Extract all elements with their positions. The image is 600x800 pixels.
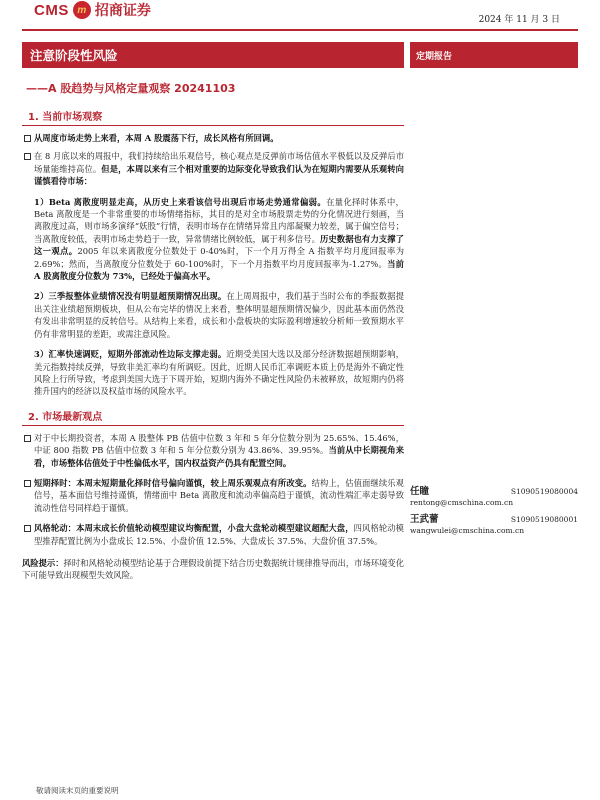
risk-warning: 风险提示：择时和风格轮动模型结论基于合理假设前提下结合历史数据统计规律推导而出，市场环境变化下可能导致出现模型失效风险。: [22, 557, 404, 581]
main-column: [22, 42, 404, 582]
analyst-name: 王武蕾: [410, 514, 439, 525]
analyst-entry: [410, 514, 578, 536]
point-beta-dispersion: 1）Beta 离散度明显走高，从历史上来看该信号出现后市场走势通常偏弱。在量化择时体系中，Beta 离散度是一个非常重要的市场情绪指标，其目的是对全市场股票走势的分化情况进行刻画，当离散度过高，则市场多演绎“妖股”行情，表明市场存在情绪异常且内部凝聚力较差，属于偏空信号；当离散度较低，表明市场走势趋于一致，异常情绪比例较低，属于利多信号。历史数据也有力支撑了这一观点。2005 年以来离散度分位数处于 0-40%时，下一个月万得全 A 指数平均月度回报率为 2.69%；然而，当离散度分位数处于 60-100%时，下一个月指数平均月度回报率为-1.27%。当前 A 股离散度分位数为 73%，已经处于偏高水平。: [34, 196, 404, 282]
report-type-banner: [410, 42, 578, 68]
analyst-license: S1090519080001: [510, 515, 578, 524]
analyst-email[interactable]: wangwulei@cmschina.com.cn: [410, 526, 525, 535]
bullet-short-term-timing: 短期择时：本周末短期量化择时信号偏向谨慎，较上周乐观观点有所改变。结构上，估值面继续乐观信号，基本面信号维持谨慎，情绪面中 Beta 离散度和流动率偏高趋于谨慎，流动性端汇率走弱导致流动性信号同样趋于谨慎。: [22, 477, 404, 514]
header-divider: [22, 29, 578, 31]
analyst-email[interactable]: rentong@cmschina.com.cn: [410, 498, 514, 507]
analyst-info: [410, 486, 578, 536]
point-earnings-season: 2）三季报整体业绩情况没有明显超预期情况出现。在上周周报中，我们基于当时公布的季报数据提出关注业绩超预期板块，但从公布完毕的情况上来看，整体明显超预期情况偏少，因此基本面仍然没有发出非常明显的反转信号。从结构上来看，成长和小盘板块的实际盈利增速较分析师一致预期水平仍有非常明显的差距，或需注意风险。: [34, 291, 404, 339]
analyst-license: S1090519080004: [510, 487, 578, 496]
report-subtitle: ——A 股趋势与风格定量观察 20241103: [26, 82, 236, 95]
bullet-style-rotation: 风格轮动：本周末成长价值轮动模型建议均衡配置，小盘大盘轮动模型建议超配大盘，四风格轮动模型推荐配置比例为小盘成长 12.5%、小盘价值 12.5%、大盘成长 37.5%、大盘价值 37.5%。: [22, 522, 404, 547]
section-heading-1: 1. 当前市场观察: [28, 112, 103, 123]
logo-emblem-icon: m: [73, 1, 91, 19]
section-divider-1: [22, 125, 404, 126]
logo-company-name: 招商证券: [94, 3, 151, 19]
report-date: 2024 年 11 月 3 日: [478, 15, 560, 25]
point-exchange-rate: 3）汇率快速调贬，短期外部流动性边际支撑走弱。近期受美国大选以及部分经济数据超预期影响，美元指数持续反弹，导致非美汇率均有所调贬。因此，近期人民币汇率调贬本质上仍是海外不确定性风险上行所导致，考虑到美国大选于下周开始，短期内海外不确定性风险仍未被释放，故短期内仍将推升国内的经济以及权益市场的风险水平。: [34, 349, 404, 397]
title-banner: [22, 42, 404, 68]
footer-disclaimer: 敬请阅读末页的重要说明: [36, 786, 119, 795]
section-divider-2: [22, 425, 404, 426]
company-logo: [34, 0, 151, 20]
bullet-outlook-change: 在 8 月底以来的周报中，我们持续给出乐观信号，核心观点是反弹前市场估值水平极低以及反弹后市场量能维持高位。但是，本周以来有三个相对重要的边际变化导致我们认为在短期内需要从乐观转向谨慎看待市场：: [22, 150, 404, 187]
logo-cms-text: CMS: [34, 1, 69, 19]
bullet-valuation: 对于中长期投资者，本周 A 股整体 PB 估值中位数 3 年和 5 年分位数分别为 25.65%、15.46%，中证 800 指数 PB 估值中位数 3 年和 5 年分位数分别为 43.86%、39.95%。当前从中长期视角来看，市场整体估值处于中性偏低水平，国内权益资产仍具有配置空间。: [22, 432, 404, 469]
report-type-label: 定期报告: [416, 51, 453, 62]
bullet-weekly-trend: 从周度市场走势上来看，本周 A 股震荡下行，成长风格有所回调。: [22, 132, 404, 144]
section-heading-2: 2. 市场最新观点: [28, 411, 103, 423]
sidebar-column: [410, 42, 578, 535]
analyst-entry: [410, 486, 578, 508]
report-title: 注意阶段性风险: [30, 48, 118, 63]
page-header: [0, 0, 600, 26]
analyst-name: 任瞳: [410, 486, 430, 497]
